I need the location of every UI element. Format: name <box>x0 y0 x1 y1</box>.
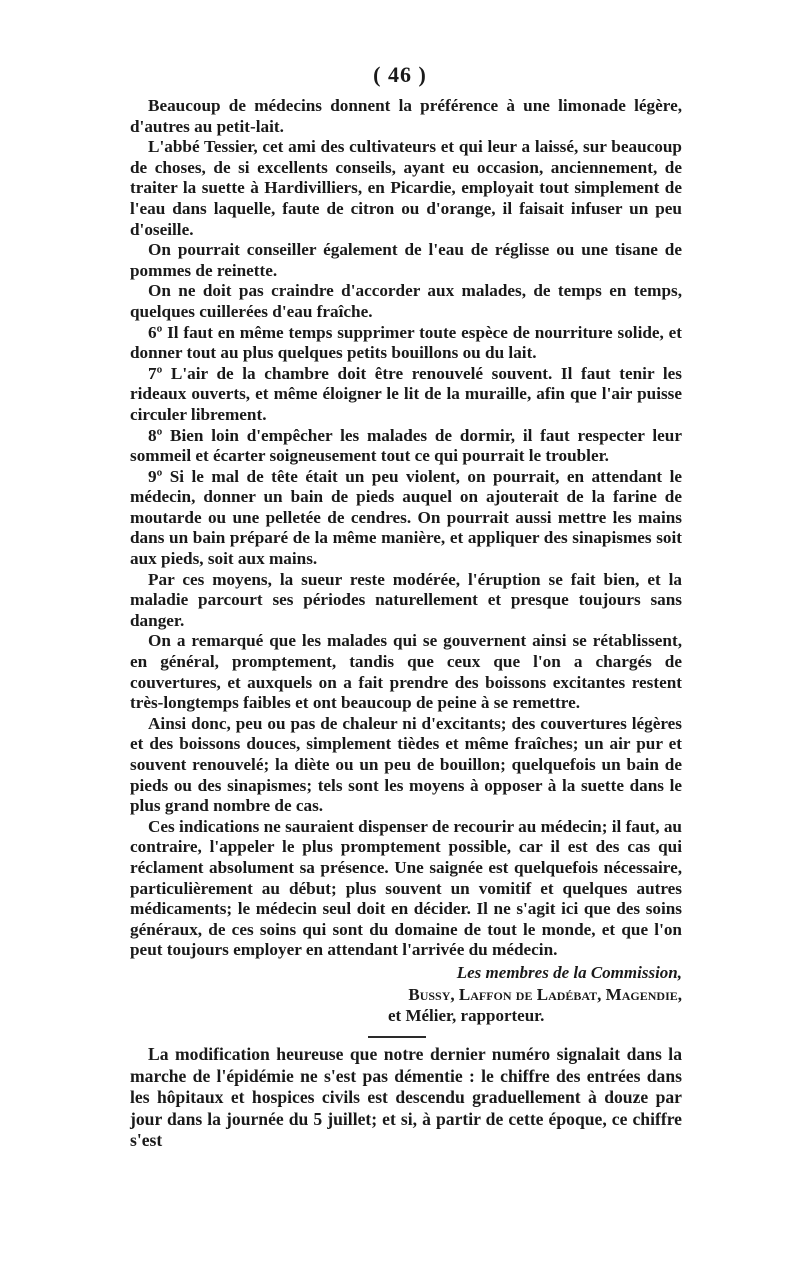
page-number: ( 46 ) <box>373 62 427 87</box>
paragraph: On ne doit pas craindre d'accorder aux malades, de temps en temps, quelques cuillerées d'eau fraîche. <box>130 281 682 321</box>
paragraph: L'abbé Tessier, cet ami des cultivateurs et qui leur a laissé, sur beaucoup de choses, de si excellents conseils, ayant eu occasion, anciennement, de traiter la suette à Hardivilliers, en Picardie, employait tout simplement de l'eau dans laquelle, faute de citron ou d'orange, il faisait infuser un peu d'oseille. <box>130 137 682 239</box>
paragraph: La modification heureuse que notre dernier numéro signalait dans la marche de l'épidémie ne s'est pas démentie : le chiffre des entrées dans les hôpitaux et hospices civils est descendu graduellement à douze par jour dans la journée du 5 juillet; et si, à partir de cette époque, ce chiffre s'est <box>130 1044 682 1150</box>
paragraph: 8º Bien loin d'empêcher les malades de dormir, il faut respecter leur sommeil et écarter soigneusement tout ce qui pourrait le troubler. <box>130 425 682 466</box>
paragraph: On a remarqué que les malades qui se gouvernent ainsi se rétablissent, en général, promptement, tandis que ceux que l'on a chargés de couvertures, et auxquels on a fait prendre des boissons excitantes restent très-longtemps faibles et ont beaucoup de peine à se remettre. <box>130 631 682 713</box>
closing-text <box>130 1044 682 1152</box>
paragraph: Ainsi donc, peu ou pas de chaleur ni d'excitants; des couvertures légères et des boissons douces, simplement tièdes et même fraîches; un air pur et souvent renouvelé; la diète ou un peu de bouillon; quelquefois un bain de pieds ou des sinapismes; tels sont les moyens à opposer à la suette dans le plus grand nombre de cas. <box>130 713 682 816</box>
paragraph: Par ces moyens, la sueur reste modérée, l'éruption se fait bien, et la maladie parcourt ses périodes naturellement et presque toujours sans danger. <box>130 569 682 630</box>
paragraph: 9º Si le mal de tête était un peu violent, on pourrait, en attendant le médecin, donner un bain de pieds auquel on ajouterait de la farine de moutarde ou une pelletée de cendres. On pourrait aussi mettre les mains dans un bain préparé de la même manière, et appliquer des sinapismes soit aux pieds, soit aux mains. <box>130 466 682 569</box>
main-text <box>130 96 682 961</box>
signature-names: Bussy, Laffon de Ladébat, Magendie, <box>408 985 682 1004</box>
paragraph: Beaucoup de médecins donnent la préférence à une limonade légère, d'autres au petit-lait. <box>130 96 682 136</box>
signature-rapporteur: et Mélier, rapporteur. <box>388 1006 545 1025</box>
paragraph: 7º L'air de la chambre doit être renouvelé souvent. Il faut tenir les rideaux ouverts, et même éloigner le lit de la muraille, afin que l'air puisse circuler librement. <box>130 363 682 424</box>
paragraph: Ces indications ne sauraient dispenser de recourir au médecin; il faut, au contraire, l'appeler le plus promptement possible, car il est des cas qui réclament absolument sa présence. Une saignée est quelquefois nécessaire, particulièrement au début; plus souvent un vomitif et quelques autres médicaments; le médecin seul doit en décider. Il ne s'agit ici que des soins généraux, de ces soins qui sont du domaine de tout le monde, et que l'on peut toujours employer en attendant l'arrivée du médecin. <box>130 816 682 960</box>
paragraph: On pourrait conseiller également de l'eau de réglisse ou une tisane de pommes de reinette. <box>130 240 682 280</box>
paragraph: 6º Il faut en même temps supprimer toute espèce de nourriture solide, et donner tout au plus quelques petits bouillons ou du lait. <box>130 322 682 363</box>
signature-heading: Les membres de la Commission, <box>456 963 682 982</box>
section-divider <box>368 1036 426 1038</box>
